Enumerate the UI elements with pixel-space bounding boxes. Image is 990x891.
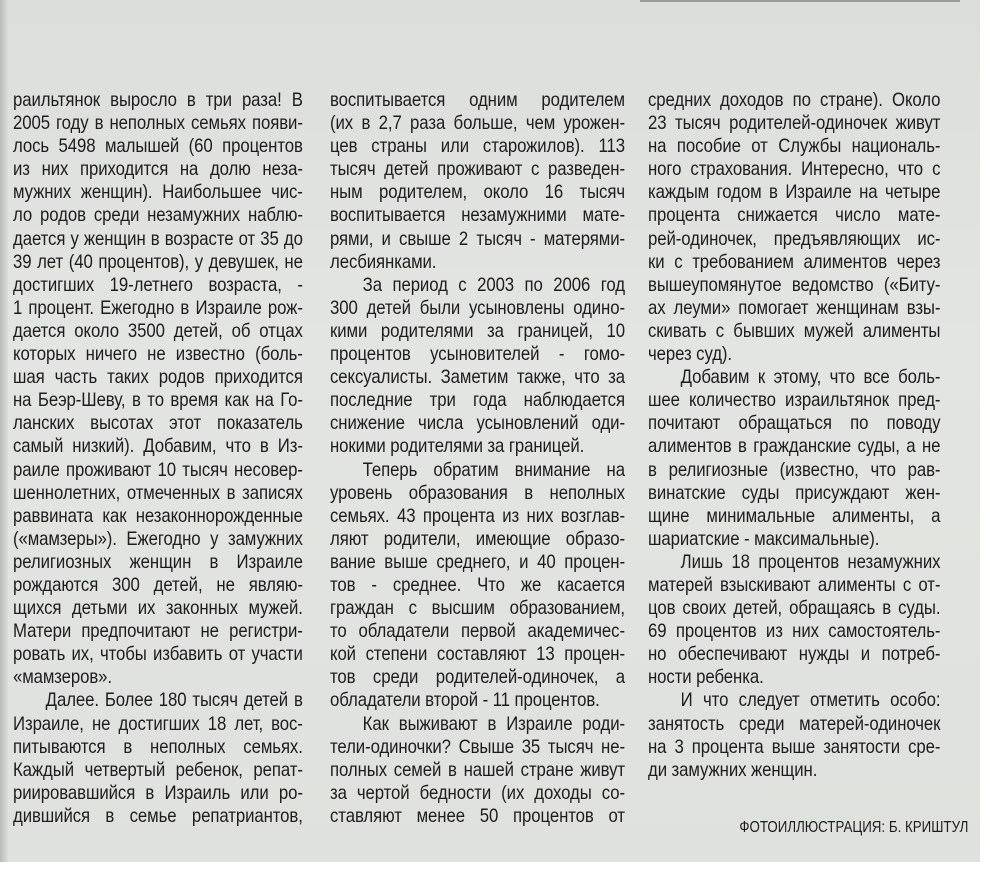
- text-line: риировавшийся в Израиль или ро-: [13, 781, 303, 804]
- text-line: Израиле, не достигших 18 лет, вос-: [13, 712, 303, 735]
- text-line: шеннолетних, отмеченных в записях: [13, 481, 303, 504]
- text-line: тели-одиночки? Свыше 35 тысяч не-: [330, 735, 625, 758]
- header-rule: [640, 0, 960, 2]
- text-line: щихся детьми их законных мужей.: [13, 597, 303, 620]
- text-line: вание выше среднего, и 40 процен-: [330, 550, 625, 573]
- text-line: За период с 2003 по 2006 год: [362, 273, 625, 296]
- text-line: Матери предпочитают не регистри-: [13, 620, 303, 643]
- text-line: «мамзеров».: [13, 666, 112, 689]
- text-line: раиле проживают 10 тысяч несовер-: [13, 458, 303, 481]
- text-line: раввината как незаконнорожденные: [13, 504, 303, 527]
- text-line: 1 процент. Ежегодно в Израиле рож-: [13, 296, 303, 319]
- article-column-2: [330, 89, 625, 828]
- text-line: дается около 3500 детей, об отцах: [13, 319, 303, 342]
- text-line: средних доходов по стране). Около: [648, 89, 941, 111]
- text-line: лесбиянками.: [330, 250, 437, 273]
- text-line: щине минимальные алименты, а: [648, 504, 941, 527]
- text-line: нокими родителями за границей.: [330, 435, 585, 458]
- text-line: ного страхования. Интересно, что с: [648, 158, 941, 181]
- text-line: Теперь обратим внимание на: [362, 458, 625, 481]
- text-line: цев страны или старожилов). 113: [330, 135, 625, 158]
- text-line: винатские суды присуждают жен-: [648, 481, 941, 504]
- text-line: через суд).: [648, 343, 732, 366]
- text-line: ки с требованием алиментов через: [648, 250, 941, 273]
- text-line: то обладатели первой академичес-: [330, 620, 625, 643]
- text-line: матерей взыскивают алименты с от-: [648, 573, 941, 596]
- text-line: мужних женщин). Наибольшее чис-: [13, 181, 303, 204]
- text-line: тов - среднее. Что же касается: [330, 573, 625, 596]
- text-line: раильтянок выросло в три раза! В: [13, 89, 303, 111]
- text-line: самый низкий). Добавим, что в Из-: [13, 435, 303, 458]
- text-line: на Беэр-Шеву, в то время как на Го-: [13, 389, 303, 412]
- text-line: религиозных женщин в Израиле: [13, 550, 303, 573]
- text-line: шее количество израильтянок пред-: [648, 389, 941, 412]
- text-line: ровать их, чтобы избавить от участи: [13, 643, 303, 666]
- text-line: цов своих детей, обращаясь в суды.: [648, 597, 941, 620]
- text-line: процентов усыновителей - гомо-: [330, 343, 625, 366]
- text-line: в религиозные (известно, что рав-: [648, 458, 941, 481]
- text-line: рождаются 300 детей, не являю-: [13, 573, 303, 596]
- text-line: воспитывается одним родителем: [330, 89, 625, 111]
- text-line: 300 детей были усыновлены одино-: [330, 296, 625, 319]
- text-line: Как выживают в Израиле роди-: [362, 712, 625, 735]
- text-line: сексуалисты. Заметим также, что за: [330, 366, 625, 389]
- text-line: ным родителем, около 16 тысяч: [330, 181, 625, 204]
- text-line: но обеспечивают нужды и потреб-: [648, 643, 941, 666]
- text-line: занятость среди матерей-одиночек: [648, 712, 941, 735]
- text-line: дившийся в семье репатриантов,: [13, 804, 303, 827]
- photo-credit: ФОТОИЛЛЮСТРАЦИЯ: Б. КРИШТУЛ: [739, 819, 969, 836]
- text-line: снижение числа усыновлений оди-: [330, 412, 625, 435]
- article-column-1: [13, 89, 303, 828]
- text-line: за чертой бедности (их доходы со-: [330, 781, 625, 804]
- text-line: тысяч детей проживают с разведен-: [330, 158, 625, 181]
- text-line: шая часть таких родов приходится: [13, 366, 303, 389]
- text-line: тов среди родителей-одиночек, а: [330, 666, 625, 689]
- text-line: уровень образования в неполных: [330, 481, 625, 504]
- text-line: достигших 19-летнего возраста, -: [13, 273, 303, 296]
- text-line: граждан с высшим образованием,: [330, 597, 625, 620]
- text-line: И что следует отметить особо:: [680, 689, 941, 712]
- text-line: почитают обращаться по поводу: [648, 412, 941, 435]
- text-line: на пособие от Службы националь-: [648, 135, 941, 158]
- text-line: рями, и свыше 2 тысяч - матерями-: [330, 227, 625, 250]
- text-line: 2005 году в неполных семьях появи-: [13, 112, 303, 135]
- text-line: которых ничего не известно (боль-: [13, 343, 303, 366]
- text-line: питываются в неполных семьях.: [13, 735, 303, 758]
- text-line: ставляют менее 50 процентов от: [330, 804, 625, 827]
- text-line: рей-одиночек, предъявляющих ис-: [648, 227, 941, 250]
- text-line: 23 тысяч родителей-одиночек живут: [648, 112, 941, 135]
- text-line: кой степени составляют 13 процен-: [330, 643, 625, 666]
- text-line: Каждый четвертый ребенок, репат-: [13, 758, 303, 781]
- text-line: ло родов среди незамужних наблю-: [13, 204, 303, 227]
- text-line: кими родителями за границей, 10: [330, 319, 625, 342]
- text-line: Добавим к этому, что все боль-: [680, 366, 941, 389]
- text-line: ляют родители, имеющие образо-: [330, 527, 625, 550]
- text-line: лось 5498 малышей (60 процентов: [13, 135, 303, 158]
- text-line: Лишь 18 процентов незамужних: [680, 550, 941, 573]
- text-line: ности ребенка.: [648, 666, 764, 689]
- text-line: 69 процентов из них самостоятель-: [648, 620, 941, 643]
- text-line: Далее. Более 180 тысяч детей в: [45, 689, 303, 712]
- text-line: ди замужних женщин.: [648, 758, 818, 781]
- text-line: (их в 2,7 раза больше, чем урожен-: [330, 112, 625, 135]
- text-line: воспитывается незамужними мате-: [330, 204, 625, 227]
- text-line: 39 лет (40 процентов), у девушек, не: [13, 250, 303, 273]
- text-line: обладатели второй - 11 процентов.: [330, 689, 600, 712]
- text-line: полных семей в нашей стране живут: [330, 758, 625, 781]
- text-line: процента снижается число мате-: [648, 204, 941, 227]
- text-line: на 3 процента выше занятости сре-: [648, 735, 941, 758]
- text-line: семьях. 43 процента из них возглав-: [330, 504, 625, 527]
- text-line: скивать с бывших мужей алименты: [648, 319, 941, 342]
- article-column-3: [648, 89, 940, 782]
- text-line: ланских высотах этот показатель: [13, 412, 303, 435]
- text-line: («мамзеры»). Ежегодно у замужних: [13, 527, 303, 550]
- text-line: алиментов в гражданские суды, а не: [648, 435, 941, 458]
- text-line: шариатские - максимальные).: [648, 527, 880, 550]
- text-line: вышеупомянутое ведомство («Биту-: [648, 273, 941, 296]
- text-line: каждым годом в Израиле на четыре: [648, 181, 941, 204]
- text-line: ах леуми» помогает женщинам взы-: [648, 296, 941, 319]
- text-line: из них приходится на долю неза-: [13, 158, 303, 181]
- text-line: дается у женщин в возрасте от 35 до: [13, 227, 303, 250]
- text-line: последние три года наблюдается: [330, 389, 625, 412]
